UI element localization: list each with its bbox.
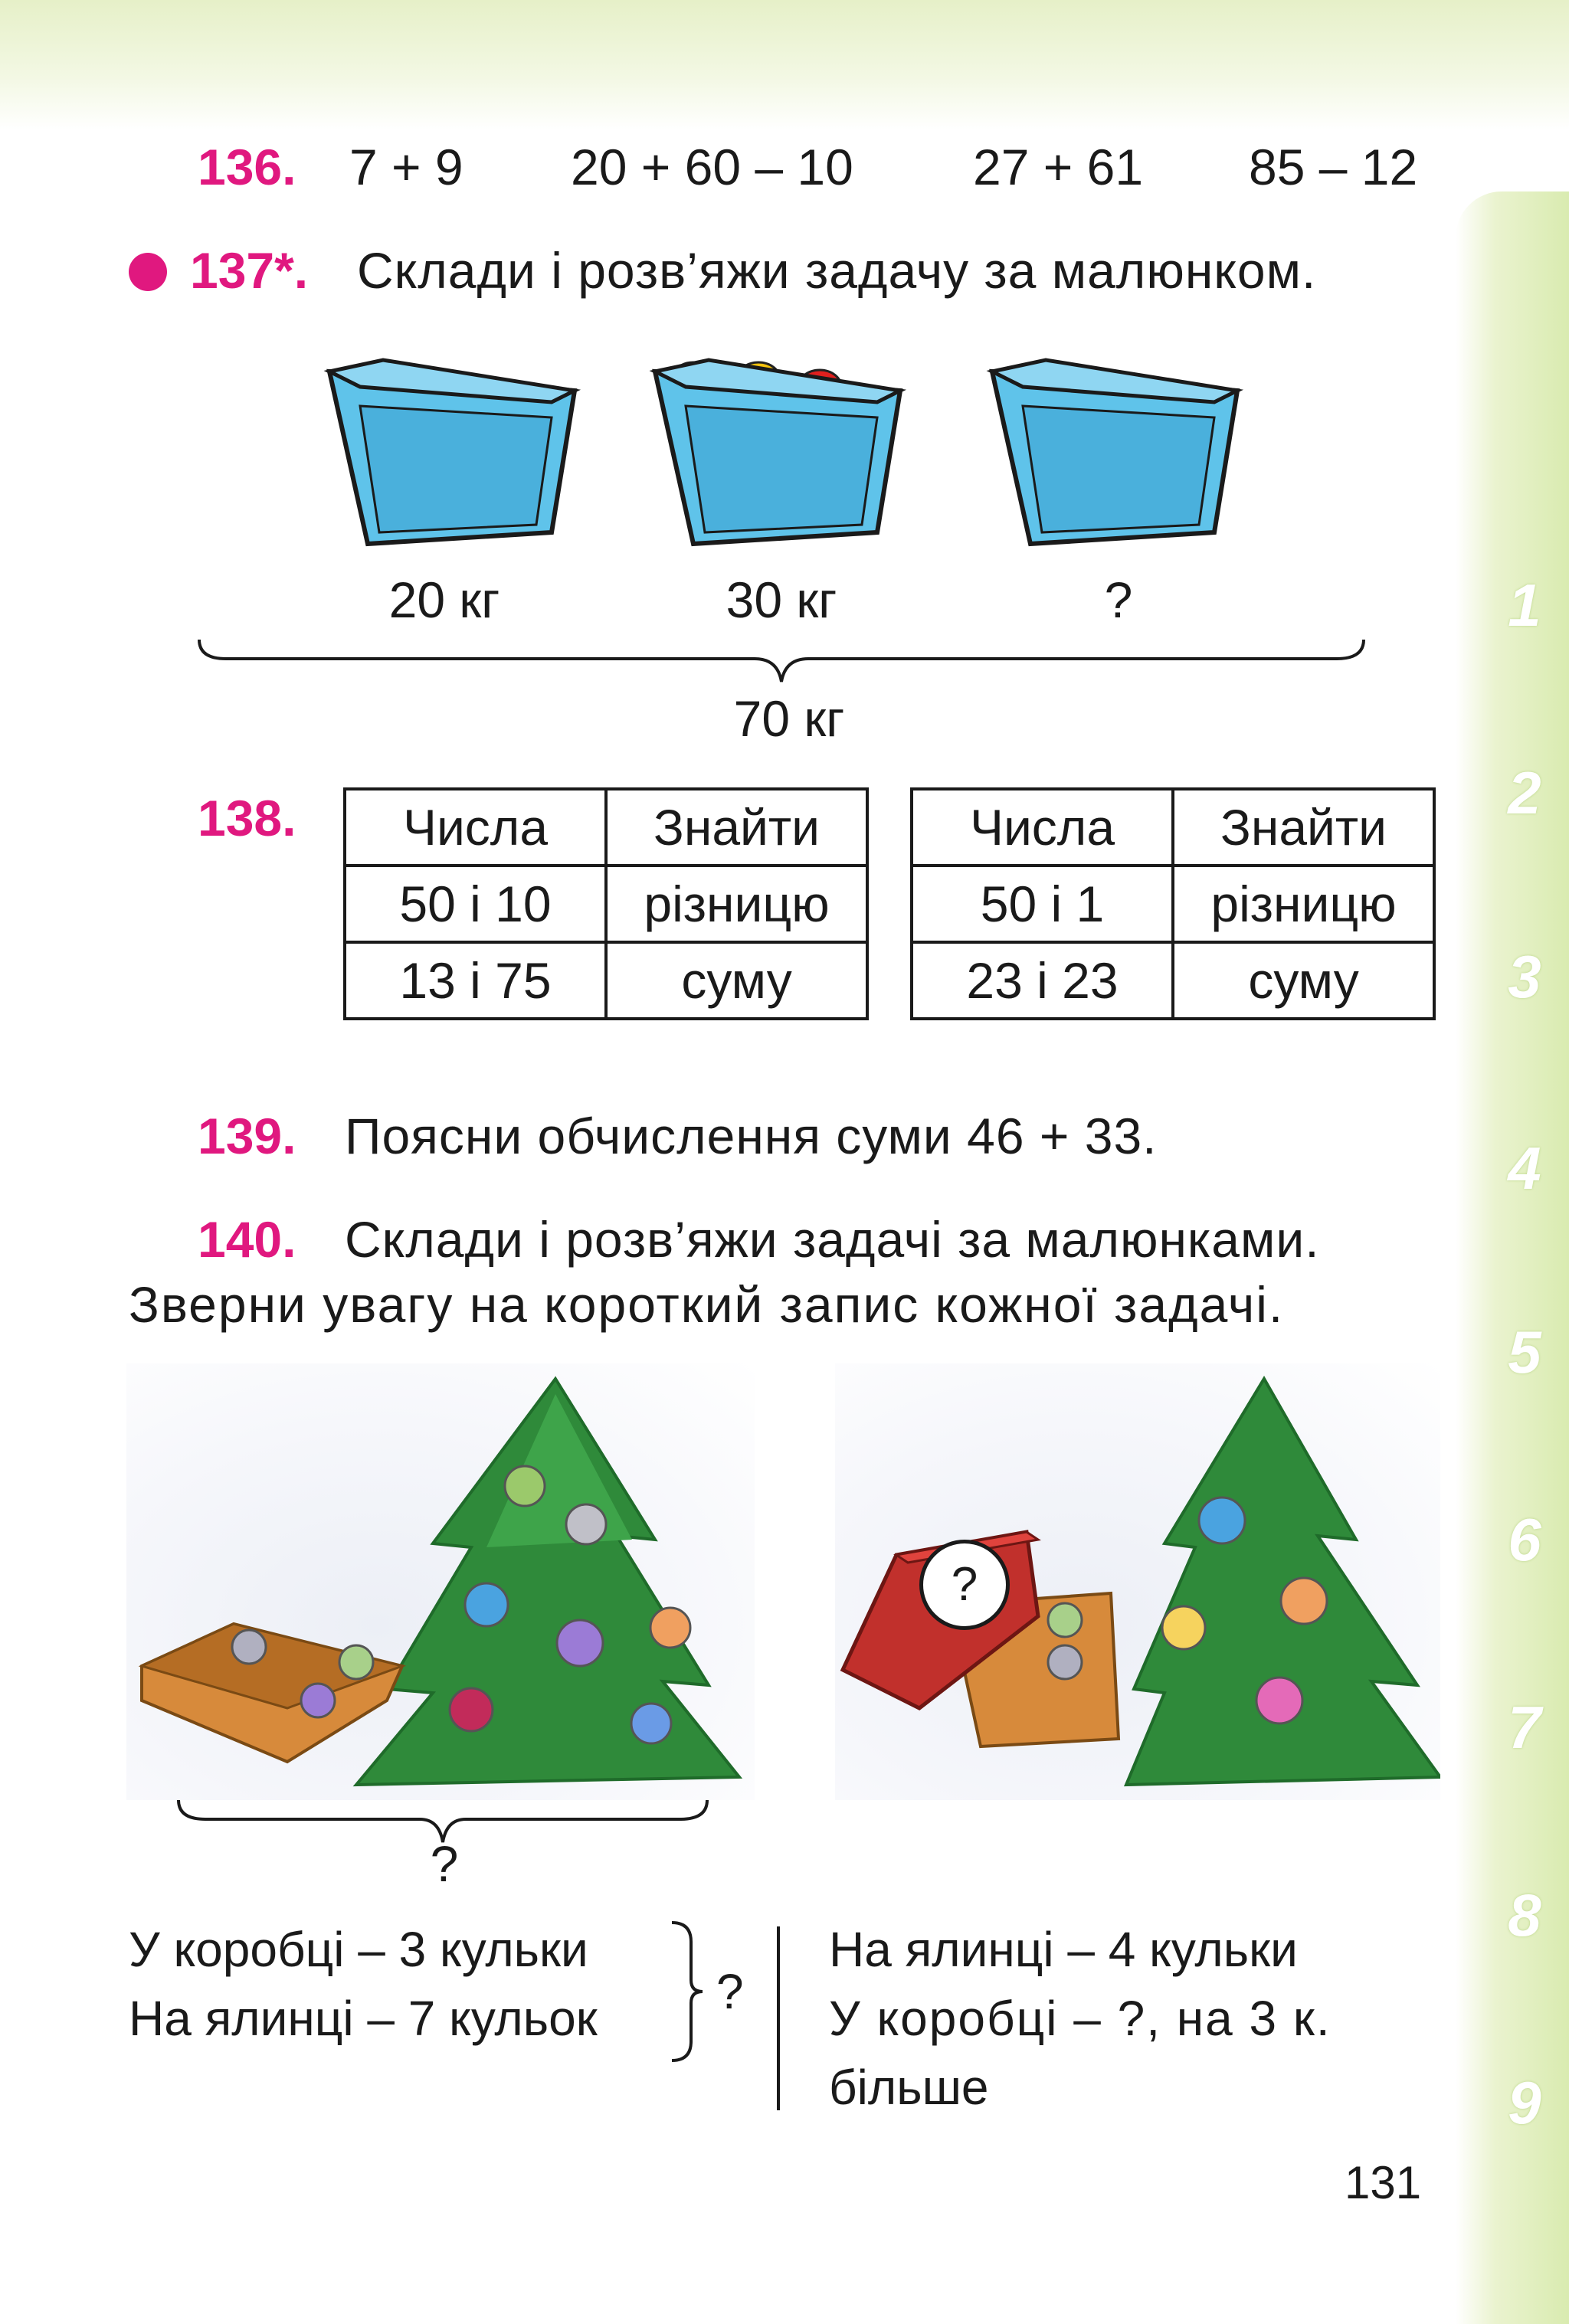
exercise-137-number: 137*. — [190, 242, 309, 299]
exercise-140-line-2: Зверни увагу на короткий запис кожної задачі. — [129, 1276, 1285, 1333]
crate-3-weight: ? — [1104, 571, 1133, 628]
crate-2-weight: 30 кг — [726, 571, 837, 628]
apple-crate-1-icon — [322, 349, 582, 555]
total-brace — [195, 636, 1368, 689]
scene-tree-and-box-left — [126, 1363, 755, 1800]
scene-left-brace-question: ? — [430, 1835, 459, 1892]
chapter-tab-1[interactable]: 1 — [1508, 571, 1541, 639]
exercise-140-line-1: Склади і розв’яжи задачі за малюнками. — [345, 1211, 1320, 1268]
table-1-cell: суму — [606, 942, 867, 1019]
ex138-table-1 — [343, 787, 869, 1020]
table-2-cell: 23 і 23 — [912, 942, 1173, 1019]
left-note-brace — [668, 1919, 706, 2064]
closed-box-question-mark: ? — [919, 1540, 1010, 1630]
table-1-cell: різницю — [606, 866, 867, 942]
apple-crate-2-icon — [647, 349, 908, 555]
table-2-cell: 50 і 1 — [912, 866, 1173, 942]
table-2-header-find: Знайти — [1173, 789, 1434, 866]
chapter-tab-9[interactable]: 9 — [1508, 2069, 1541, 2136]
left-note-line-1: У коробці – 3 кульки — [129, 1922, 588, 1977]
chapter-tab-5[interactable]: 5 — [1508, 1318, 1541, 1386]
right-note-line-3: більше — [829, 2060, 989, 2115]
table-2-cell: різницю — [1173, 866, 1434, 942]
table-1-cell: 50 і 10 — [345, 866, 606, 942]
exercise-140-number: 140. — [198, 1211, 296, 1268]
left-note-question: ? — [716, 1964, 744, 2019]
chapter-tabs-strip — [1456, 191, 1569, 2324]
chapter-tab-8[interactable]: 8 — [1508, 1881, 1541, 1949]
table-1-header-find: Знайти — [606, 789, 867, 866]
ex136-item-2: 20 + 60 – 10 — [571, 139, 853, 195]
chapter-tab-3[interactable]: 3 — [1508, 943, 1541, 1010]
left-note-line-2: На ялинці – 7 кульок — [129, 1991, 598, 2046]
chapter-tab-7[interactable]: 7 — [1508, 1694, 1541, 1761]
notes-divider — [777, 1926, 780, 2110]
apple-crate-3-icon — [984, 349, 1245, 555]
total-weight: 70 кг — [733, 690, 845, 747]
exercise-138-number: 138. — [198, 790, 296, 846]
chapter-tab-6[interactable]: 6 — [1508, 1506, 1541, 1573]
page-number: 131 — [1345, 2157, 1422, 2208]
table-1-cell: 13 і 75 — [345, 942, 606, 1019]
table-1-header-numbers: Числа — [345, 789, 606, 866]
exercise-136-number: 136. — [198, 139, 296, 195]
table-2-cell: суму — [1173, 942, 1434, 1019]
chapter-tab-2[interactable]: 2 — [1508, 759, 1541, 826]
ex138-table-2 — [910, 787, 1436, 1020]
ex136-item-1: 7 + 9 — [349, 139, 463, 195]
right-note-line-1: На ялинці – 4 кульки — [829, 1922, 1298, 1977]
top-band — [0, 0, 1569, 130]
christmas-tree-with-box-illustration — [126, 1363, 755, 1800]
exercise-bullet-icon — [129, 253, 167, 291]
ex136-item-3: 27 + 61 — [973, 139, 1144, 195]
crate-1-weight: 20 кг — [388, 571, 500, 628]
ex136-item-4: 85 – 12 — [1249, 139, 1418, 195]
exercise-139-text: Поясни обчислення суми 46 + 33. — [345, 1108, 1158, 1164]
chapter-tab-4[interactable]: 4 — [1508, 1134, 1541, 1202]
right-note-line-2: У коробці – ?, на 3 к. — [829, 1991, 1332, 2046]
table-2-header-numbers: Числа — [912, 789, 1173, 866]
exercise-137-text: Склади і розв’яжи задачу за малюнком. — [357, 242, 1317, 299]
exercise-139-number: 139. — [198, 1108, 296, 1164]
